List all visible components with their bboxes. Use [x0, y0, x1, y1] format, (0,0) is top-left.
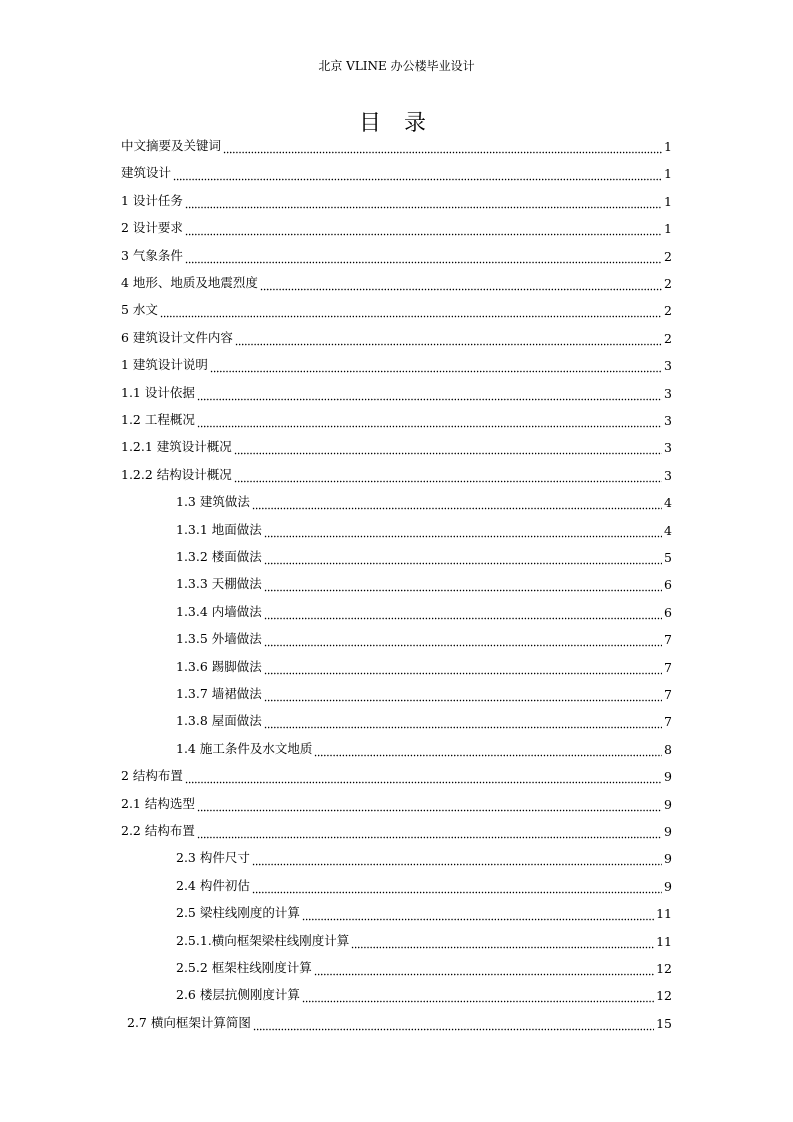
toc-entry-label: 1.3.7 墙裙做法	[176, 686, 262, 701]
dot-leader	[252, 880, 662, 894]
dot-leader	[160, 304, 662, 318]
toc-entry-page-number: 4	[664, 522, 672, 538]
dot-leader	[314, 743, 662, 757]
toc-entry-label: 2 设计要求	[121, 220, 183, 236]
dot-leader	[185, 250, 662, 264]
toc-entry[interactable]	[176, 655, 672, 675]
toc-entry-label: 1.4 施工条件及水文地质	[176, 740, 313, 756]
toc-entry[interactable]	[176, 600, 672, 620]
toc-entry-label: 1.1 设计依据	[121, 384, 195, 400]
dot-leader	[264, 661, 662, 675]
toc-entry-label: 6 建筑设计文件内容	[121, 329, 233, 345]
toc-entry-page-number: 1	[664, 193, 672, 209]
toc-entry-label: 1 设计任务	[121, 192, 183, 208]
toc-entry[interactable]	[176, 874, 672, 894]
dot-leader	[302, 907, 654, 921]
toc-entry-page-number: 2	[664, 248, 672, 264]
toc-entry[interactable]	[121, 271, 672, 291]
dot-leader	[197, 387, 662, 401]
dot-leader	[314, 962, 654, 976]
toc-entry-page-number: 2	[664, 303, 672, 319]
page-header: 北京 VLINE 办公楼毕业设计	[318, 59, 475, 73]
dot-leader	[264, 524, 662, 538]
toc-entry[interactable]	[176, 709, 672, 729]
dot-leader	[173, 167, 662, 181]
toc-entry-page-number: 7	[664, 659, 672, 675]
toc-entry-page-number: 9	[664, 851, 672, 867]
dot-leader	[223, 140, 662, 154]
toc-entry-label: 1.3.2 楼面做法	[176, 549, 262, 564]
toc-entry[interactable]	[121, 244, 672, 264]
toc-entry-page-number: 15	[656, 1015, 672, 1031]
toc-entry[interactable]	[176, 846, 672, 866]
dot-leader	[197, 825, 662, 839]
dot-leader	[234, 469, 662, 483]
toc-entry-page-number: 9	[664, 769, 672, 785]
dot-leader	[264, 688, 662, 702]
dot-leader	[264, 715, 662, 729]
dot-leader	[264, 551, 662, 565]
toc-entry-page-number: 11	[656, 933, 672, 949]
dot-leader	[253, 1017, 654, 1031]
toc-entry[interactable]	[121, 353, 672, 373]
toc-entry[interactable]	[121, 298, 672, 318]
toc-entry[interactable]	[121, 326, 672, 346]
toc-entry-label: 1.3.5 外墙做法	[176, 631, 262, 647]
dot-leader	[264, 606, 662, 620]
toc-entry-label: 1.3.4 内墙做法	[176, 603, 262, 619]
toc-entry-page-number: 9	[664, 824, 672, 839]
toc-entry-label: 2.2 结构布置	[121, 823, 195, 838]
toc-entry-page-number: 3	[664, 413, 672, 428]
toc-entry-label: 2.5.2 框架柱线刚度计算	[176, 960, 312, 975]
toc-entry-page-number: 7	[664, 632, 672, 648]
toc-entry-label: 2.3 构件尺寸	[176, 850, 250, 866]
toc-entry-page-number: 1	[664, 221, 672, 237]
toc-entry-page-number: 12	[656, 961, 672, 976]
toc-entry[interactable]	[121, 819, 672, 839]
toc-entry[interactable]	[176, 572, 672, 592]
toc-entry[interactable]	[121, 764, 672, 784]
dot-leader	[302, 989, 654, 1003]
toc-entry-page-number: 9	[664, 796, 672, 812]
toc-entry[interactable]	[176, 737, 672, 757]
toc-entry[interactable]	[176, 518, 672, 538]
dot-leader	[197, 414, 662, 428]
toc-entry-page-number: 7	[664, 687, 672, 702]
toc-entry[interactable]	[121, 161, 672, 181]
toc-entry[interactable]	[176, 490, 672, 510]
toc-entry-label: 1.2.2 结构设计概况	[121, 466, 232, 482]
toc-entry[interactable]	[121, 381, 672, 401]
toc-entry-page-number: 8	[664, 741, 672, 757]
toc-entry-page-number: 9	[664, 878, 672, 894]
toc-entry-label: 2.4 构件初估	[176, 877, 250, 893]
toc-entry[interactable]	[121, 134, 672, 154]
toc-entry-label: 2.5 梁柱线刚度的计算	[176, 905, 300, 921]
toc-entry-label: 2.1 结构选型	[121, 795, 195, 811]
toc-entry-page-number: 5	[664, 550, 672, 565]
toc-entry-page-number: 1	[664, 166, 672, 182]
toc-entry[interactable]	[121, 792, 672, 812]
toc-entry[interactable]	[121, 463, 672, 483]
toc-entry[interactable]	[127, 1011, 672, 1031]
toc-entry-label: 5 水文	[121, 302, 158, 318]
toc-entry-page-number: 11	[656, 906, 672, 922]
toc-entry[interactable]	[176, 983, 672, 1003]
dot-leader	[197, 798, 662, 812]
toc-entry[interactable]	[176, 545, 672, 565]
toc-entry-page-number: 1	[664, 139, 672, 154]
toc-entry-label: 2 结构布置	[121, 768, 183, 784]
dot-leader	[351, 935, 654, 949]
toc-entry-label: 1 建筑设计说明	[121, 357, 208, 373]
dot-leader	[185, 770, 662, 784]
toc-entry-label: 4 地形、地质及地震烈度	[121, 275, 258, 290]
dot-leader	[252, 496, 662, 510]
toc-entry-label: 1.3.3 天棚做法	[176, 576, 262, 592]
toc-entry[interactable]	[176, 901, 672, 921]
toc-entry-label: 1.3.8 屋面做法	[176, 713, 262, 729]
toc-entry-page-number: 3	[664, 385, 672, 401]
toc-entry-page-number: 7	[664, 714, 672, 730]
toc-entry-label: 2.6 楼层抗侧刚度计算	[176, 987, 300, 1003]
toc-entry-page-number: 6	[664, 577, 672, 593]
toc-entry[interactable]	[121, 189, 672, 209]
dot-leader	[260, 277, 662, 291]
toc-entry-label: 1.3.1 地面做法	[176, 521, 262, 537]
toc-entry[interactable]	[176, 682, 672, 702]
toc-entry-label: 2.7 横向框架计算简图	[127, 1014, 251, 1030]
toc-entry-label: 1.3 建筑做法	[176, 494, 250, 510]
toc-entry-page-number: 4	[664, 495, 672, 511]
toc-entry[interactable]	[121, 408, 672, 428]
toc-entry-label: 1.2.1 建筑设计概况	[121, 439, 232, 455]
toc-entry-label: 中文摘要及关键词	[121, 138, 222, 153]
toc-entry-label: 1.3.6 踢脚做法	[176, 658, 262, 674]
toc-entry-label: 2.5.1.横向框架梁柱线刚度计算	[176, 932, 350, 948]
toc-entry[interactable]	[121, 435, 672, 455]
toc-entry[interactable]	[176, 627, 672, 647]
toc-entry-page-number: 12	[656, 988, 672, 1004]
dot-leader	[185, 195, 662, 209]
toc-entry-page-number: 6	[664, 604, 672, 620]
toc-entry[interactable]	[176, 929, 672, 949]
toc-entry-page-number: 3	[664, 467, 672, 483]
toc-entry[interactable]	[121, 216, 672, 236]
toc-entry-label: 1.2 工程概况	[121, 412, 195, 427]
toc-entry-label: 建筑设计	[121, 165, 172, 181]
dot-leader	[264, 578, 662, 592]
toc-entry-page-number: 3	[664, 440, 672, 456]
toc-entry-label: 3 气象条件	[121, 247, 183, 263]
toc-entry-page-number: 2	[664, 330, 672, 346]
dot-leader	[264, 633, 662, 647]
toc-entry-page-number: 3	[664, 358, 672, 374]
dot-leader	[252, 852, 662, 866]
dot-leader	[210, 359, 662, 373]
dot-leader	[234, 441, 662, 455]
toc-entry-page-number: 2	[664, 276, 672, 291]
dot-leader	[235, 332, 662, 346]
toc-entry[interactable]	[176, 956, 672, 976]
toc-title: 目 录	[359, 111, 434, 136]
dot-leader	[185, 222, 662, 236]
